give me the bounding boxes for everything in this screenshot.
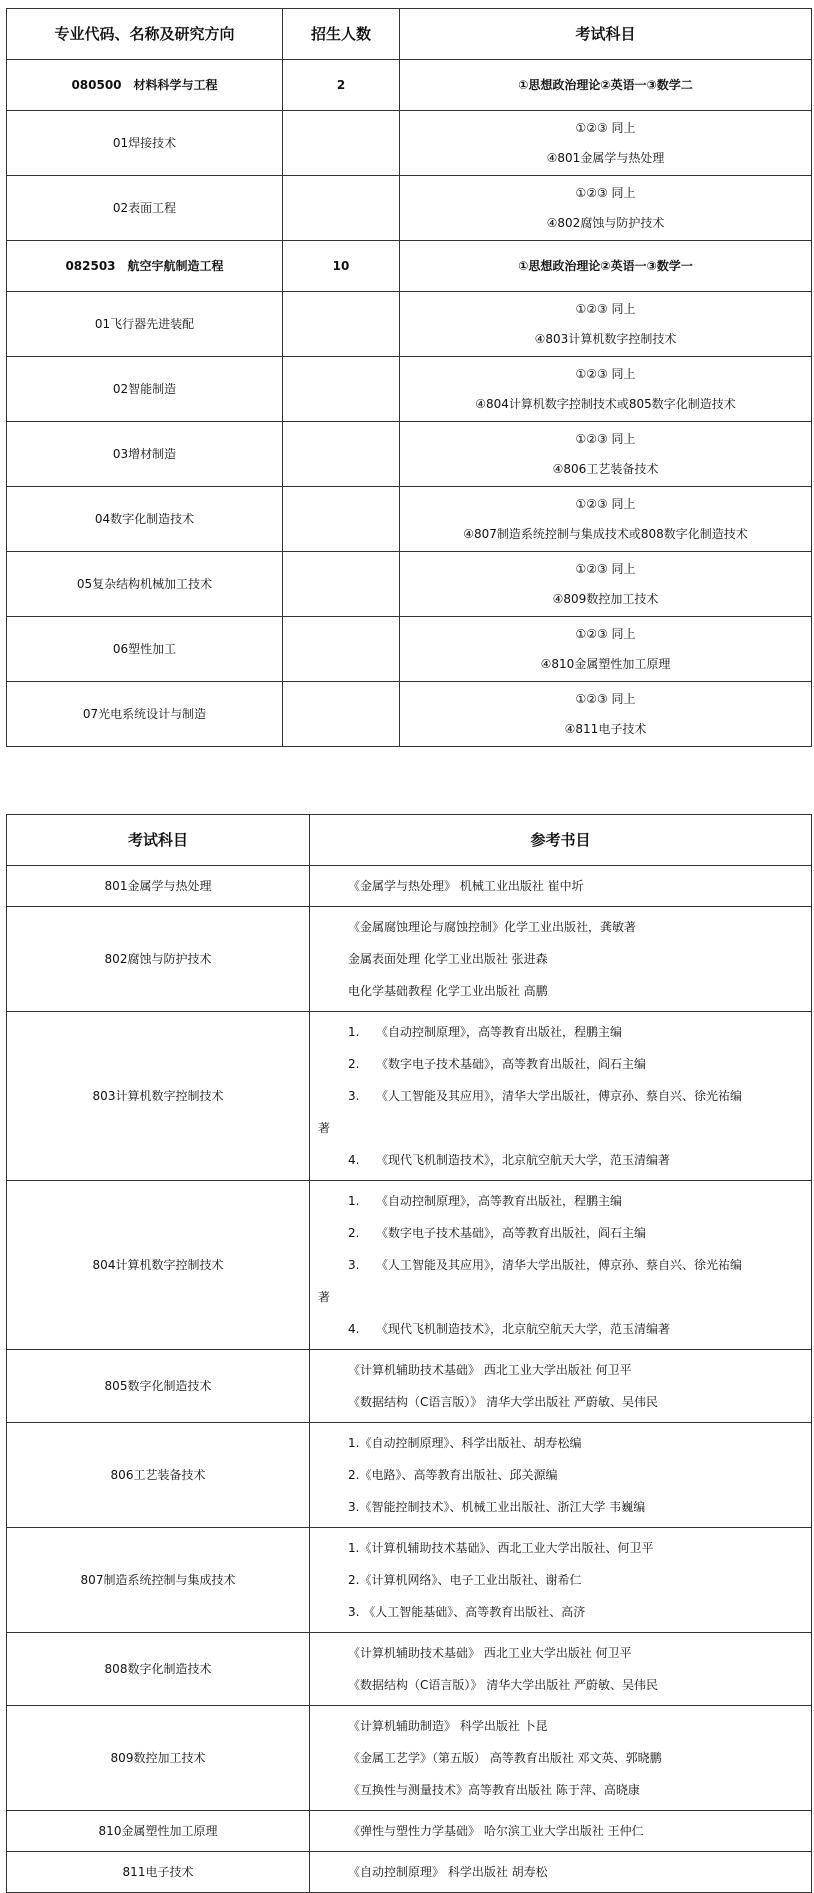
exam-subject: 807制造系统控制与集成技术 [7,1528,310,1633]
book-list [310,1528,812,1633]
book-line [318,1637,811,1669]
book-number: 1. [348,1025,360,1039]
major-name: 01焊接技术 [7,111,283,176]
subject-line: ①②③ 同上 [575,562,636,576]
subject-line: ①②③ 同上 [575,302,636,316]
book-line [318,1080,811,1112]
subject-line: ④811电子技术 [564,722,647,736]
book-text: 电化学基础教程 化学工业出版社 高鹏 [348,984,548,998]
book-line [318,1856,811,1888]
subject-line: ④802腐蚀与防护技术 [546,216,665,230]
exam-subjects [400,422,812,487]
book-text: 《现代飞机制造技术》，北京航空航天大学，范玉清编著 [376,1153,671,1167]
book-number: 4. [348,1322,360,1336]
direction-row [7,552,812,617]
enrollment-count: 10 [283,241,400,292]
exam-subjects [400,357,812,422]
major-name: 02表面工程 [7,176,283,241]
direction-row [7,422,812,487]
book-list [310,1012,812,1181]
subject-line: ①②③ 同上 [575,432,636,446]
book-text: 《计算机辅助技术基础》 西北工业大学出版社 何卫平 [348,1363,632,1377]
exam-subject: 806工艺装备技术 [7,1423,310,1528]
subject-line: ④810金属塑性加工原理 [540,657,671,671]
book-line [318,1596,811,1628]
book-list [310,1706,812,1811]
exam-subjects [400,617,812,682]
exam-subjects [400,682,812,747]
book-text: 《现代飞机制造技术》，北京航空航天大学，范玉清编著 [376,1322,671,1336]
book-text: 《金属工艺学》（第五版） 高等教育出版社 邓文英、郭晓鹏 [348,1751,662,1765]
reference-row [7,1181,812,1350]
book-text: 金属表面处理 化学工业出版社 张进森 [348,952,548,966]
direction-row [7,111,812,176]
book-list [310,866,812,907]
book-text: 2.《计算机网络》、电子工业出版社、谢希仁 [348,1573,582,1587]
exam-subjects [400,552,812,617]
subject-line: ①思想政治理论②英语一③数学一 [518,259,693,273]
header-count: 招生人数 [283,9,400,60]
book-line [318,1313,811,1345]
exam-subjects [400,111,812,176]
subject-line: ①②③ 同上 [575,692,636,706]
book-text: 《数据结构（C语言版）》 清华大学出版社 严蔚敏、吴伟民 [348,1395,659,1409]
book-list [310,1423,812,1528]
enrollment-count [283,422,400,487]
book-list [310,1852,812,1893]
subject-line: ④807制造系统控制与集成技术或808数字化制造技术 [463,527,748,541]
reference-row [7,1706,812,1811]
book-number: 1. [348,1194,360,1208]
major-row [7,60,812,111]
header-major: 专业代码、名称及研究方向 [7,9,283,60]
subject-line: ①②③ 同上 [575,627,636,641]
book-text: 《数据结构（C语言版）》 清华大学出版社 严蔚敏、吴伟民 [348,1678,659,1692]
direction-row [7,357,812,422]
exam-subjects [400,241,812,292]
exam-subject: 808数字化制造技术 [7,1633,310,1706]
major-name: 02智能制造 [7,357,283,422]
header-row [7,9,812,60]
subject-line: ④809数控加工技术 [552,592,659,606]
book-text: 《自动控制原理》，高等教育出版社，程鹏主编 [376,1025,623,1039]
reference-row [7,907,812,1012]
major-name: 07光电系统设计与制造 [7,682,283,747]
book-line [318,1491,811,1523]
book-line [318,1564,811,1596]
book-text: 著 [318,1121,331,1135]
header-subjects: 考试科目 [400,9,812,60]
exam-subjects [400,487,812,552]
header-exam-subject: 考试科目 [7,815,310,866]
book-line [318,870,811,902]
enrollment-count [283,682,400,747]
reference-row [7,1811,812,1852]
book-line [318,1710,811,1742]
book-line [318,975,811,1007]
book-line [318,1459,811,1491]
header-reference-books: 参考书目 [310,815,812,866]
book-text: 《金属学与热处理》 机械工业出版社 崔中圻 [348,879,584,893]
enrollment-count [283,176,400,241]
book-text: 著 [318,1290,331,1304]
subject-line: ④803计算机数字控制技术 [534,332,677,346]
book-text: 3. 《人工智能基础》、高等教育出版社、高济 [348,1605,586,1619]
direction-row [7,176,812,241]
major-name: 01飞行器先进装配 [7,292,283,357]
major-row [7,241,812,292]
major-name: 04数字化制造技术 [7,487,283,552]
book-number: 4. [348,1153,360,1167]
book-line [318,1354,811,1386]
book-text: 《计算机辅助技术基础》 西北工业大学出版社 何卫平 [348,1646,632,1660]
book-line [318,1532,811,1564]
enrollment-table [6,8,812,747]
reference-row [7,866,812,907]
book-line [318,1774,811,1806]
book-line [318,911,811,943]
exam-subject: 804计算机数字控制技术 [7,1181,310,1350]
book-line [318,1249,811,1281]
book-line [318,943,811,975]
book-list [310,1350,812,1423]
exam-subject: 810金属塑性加工原理 [7,1811,310,1852]
book-number: 3. [348,1089,360,1103]
enrollment-count [283,357,400,422]
book-text: 2.《电路》、高等教育出版社、邱关源编 [348,1468,558,1482]
book-text: 《人工智能及其应用》，清华大学出版社，傅京孙、蔡自兴、徐光祐编 [376,1258,743,1272]
direction-row [7,682,812,747]
book-number: 3. [348,1258,360,1272]
reference-row [7,1633,812,1706]
subject-line: ④806工艺装备技术 [552,462,659,476]
book-line [318,1048,811,1080]
book-text: 《弹性与塑性力学基础》 哈尔滨工业大学出版社 王仲仁 [348,1824,644,1838]
exam-subject: 803计算机数字控制技术 [7,1012,310,1181]
major-name: 03增材制造 [7,422,283,487]
exam-subject: 802腐蚀与防护技术 [7,907,310,1012]
book-line [318,1016,811,1048]
reference-row [7,1350,812,1423]
enrollment-count [283,552,400,617]
book-line [318,1669,811,1701]
book-text: 《自动控制原理》，高等教育出版社，程鹏主编 [376,1194,623,1208]
exam-subjects [400,60,812,111]
book-text: 《计算机辅助制造》 科学出版社 卜昆 [348,1719,548,1733]
book-line [318,1281,811,1313]
subject-line: ①②③ 同上 [575,367,636,381]
book-text: 《自动控制原理》 科学出版社 胡寿松 [348,1865,548,1879]
book-number: 2. [348,1057,360,1071]
book-list [310,1633,812,1706]
book-text: 《数字电子技术基础》，高等教育出版社，阎石主编 [376,1057,647,1071]
exam-subject: 809数控加工技术 [7,1706,310,1811]
book-line [318,1217,811,1249]
enrollment-count [283,111,400,176]
book-number: 2. [348,1226,360,1240]
header-row [7,815,812,866]
book-text: 《人工智能及其应用》，清华大学出版社，傅京孙、蔡自兴、徐光祐编 [376,1089,743,1103]
book-line [318,1112,811,1144]
subject-line: ④804计算机数字控制技术或805数字化制造技术 [475,397,736,411]
subject-line: ①②③ 同上 [575,121,636,135]
reference-books-table [6,814,812,1893]
book-line [318,1427,811,1459]
direction-row [7,292,812,357]
reference-row [7,1852,812,1893]
major-name: 080500 材料科学与工程 [7,60,283,111]
subject-line: ①思想政治理论②英语一③数学二 [518,78,693,92]
major-name: 05复杂结构机械加工技术 [7,552,283,617]
book-line [318,1185,811,1217]
reference-row [7,1423,812,1528]
major-name: 082503 航空宇航制造工程 [7,241,283,292]
enrollment-count [283,487,400,552]
book-text: 《数字电子技术基础》，高等教育出版社，阎石主编 [376,1226,647,1240]
subject-line: ①②③ 同上 [575,186,636,200]
book-line [318,1144,811,1176]
enrollment-count [283,617,400,682]
book-line [318,1742,811,1774]
direction-row [7,617,812,682]
direction-row [7,487,812,552]
book-list [310,907,812,1012]
exam-subjects [400,176,812,241]
subject-line: ①②③ 同上 [575,497,636,511]
reference-row [7,1012,812,1181]
book-text: 3.《智能控制技术》、机械工业出版社、浙江大学 韦巍编 [348,1500,646,1514]
major-name: 06塑性加工 [7,617,283,682]
book-text: 1.《自动控制原理》、科学出版社、胡寿松编 [348,1436,582,1450]
exam-subject: 801金属学与热处理 [7,866,310,907]
reference-row [7,1528,812,1633]
enrollment-count: 2 [283,60,400,111]
book-line [318,1815,811,1847]
book-list [310,1811,812,1852]
book-line [318,1386,811,1418]
book-list [310,1181,812,1350]
enrollment-count [283,292,400,357]
exam-subjects [400,292,812,357]
exam-subject: 805数字化制造技术 [7,1350,310,1423]
subject-line: ④801金属学与热处理 [546,151,665,165]
book-text: 《互换性与测量技术》高等教育出版社 陈于萍、高晓康 [348,1783,640,1797]
book-text: 《金属腐蚀理论与腐蚀控制》化学工业出版社，龚敏著 [348,920,637,934]
book-text: 1.《计算机辅助技术基础》、西北工业大学出版社、何卫平 [348,1541,654,1555]
exam-subject: 811电子技术 [7,1852,310,1893]
